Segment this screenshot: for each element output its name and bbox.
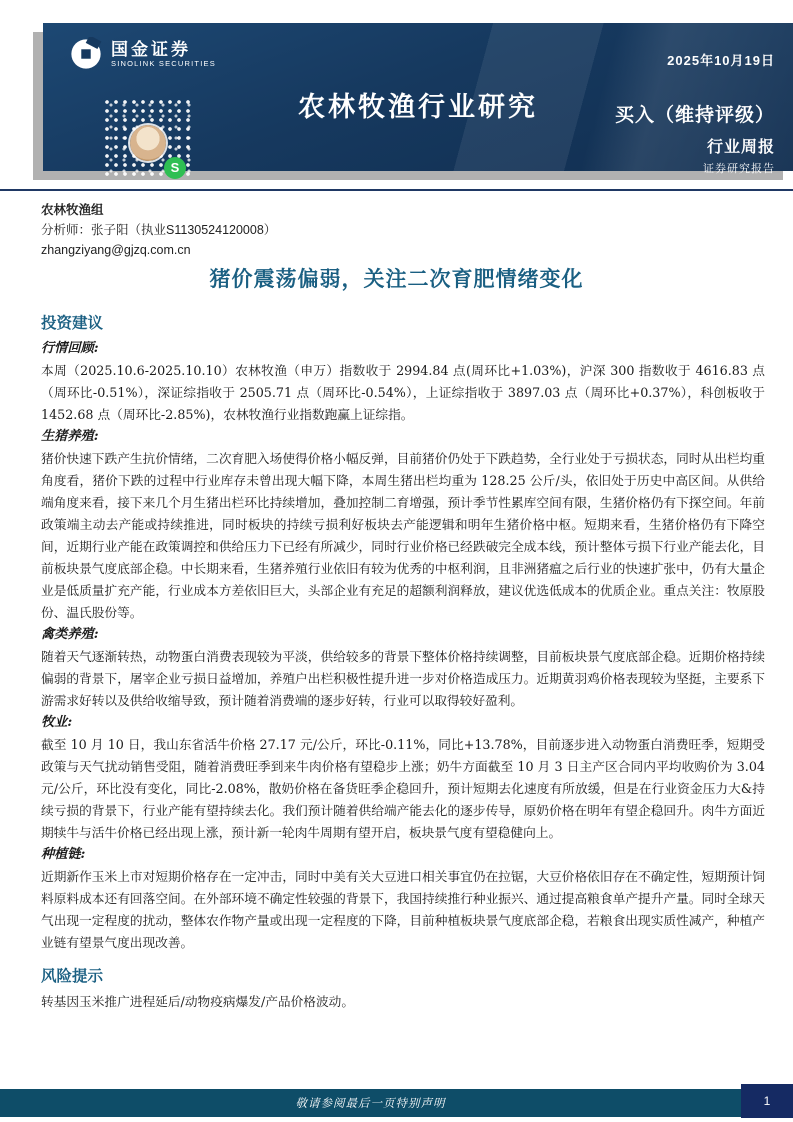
banner-right-column [615, 23, 775, 176]
body-block-animal-husbandry [41, 712, 765, 844]
page-number-badge [741, 1084, 793, 1118]
analyst-team: 农林牧渔组 [41, 203, 104, 217]
analyst-name-line: 分析师：张子阳（执业S1130524120008） [41, 223, 277, 237]
block-text: 猪价快速下跌产生抗价情绪，二次育肥入场使得价格小幅反弹，目前猪价仍处于下跌趋势，全行业处于亏损状态，同时从出栏均重角度看，猪价下跌的过程中行业库存未曾出现大幅下降，本周生猪出栏均重为 128.25 公斤/头，依旧处于历史中高区间。从供给端角度来看，接下来几个月生猪出栏环比持续增加，叠加控制二育增强，预计季节性累库空间有限，生猪价格仍有下探空间。年前政策端主动去产能或持续推进，同时板块的持续亏损利好板块去产能逻辑和明年生猪价格中枢。短期来看，生猪价格仍有下降空间，近期行业产能在政策调控和供给压力下已经有所减少，同时行业价格已经跌破完全成本线，预计整体亏损下行业产能去化，目前板块景气度底部企稳。中长期来看，生猪养殖行业依旧有较为优秀的中枢利润，且非洲猪瘟之后行业的快速扩张中，仍有大量企业是低质量扩充产能，行业成本方差依旧巨大，头部企业有充足的超额利润释放，建议优选低成本的优质企业。重点关注：牧原股份、温氏股份等。 [41, 451, 765, 620]
report-category: 证券研究报告 [703, 163, 775, 175]
page-number: 1 [763, 1094, 771, 1108]
brand-logo [69, 37, 216, 71]
block-label: 禽类养殖: [41, 627, 99, 642]
body-block-market-review [41, 338, 765, 426]
section-heading-risk: 风险提示 [41, 968, 104, 985]
report-type: 行业周报 [706, 139, 775, 156]
qr-center-badge-icon [130, 125, 166, 161]
block-label: 行情回顾: [41, 341, 99, 356]
body-block-hog-farming [41, 426, 765, 624]
brand-name: 国金证券 [111, 40, 191, 59]
footer-disclaimer: 敬请参阅最后一页特别声明 [295, 1096, 446, 1110]
block-text: 近期新作玉米上市对短期价格存在一定冲击，同时中美有关大豆进口相关事宜仍在拉锯，大豆价格依旧存在不确定性，短期预计饲料原料成本还有回落空间。在外部环境不确定性较强的背景下，我国持续推行种业振兴、通过提高粮食单产提升产量。同时全球天气出现一定程度的扰动，整体农作物产量或出现一定程度的下降，目前种植板块景气度底部企稳，若粮食出现实质性减产，种植产业链有望景气度出现改善。 [41, 869, 765, 950]
block-text: 随着天气逐渐转热，动物蛋白消费表现较为平淡，供给较多的背景下整体价格持续调整，目前板块景气度底部企稳。近期价格持续偏弱的背景下，屠宰企业亏损日益增加，养殖户出栏积极性提升进一步对价格造成压力。近期黄羽鸡价格表现较为坚挺，主要系下游需求好转以及供给收缩导致，预计随着消费端的逐步好转，行业可以取得较好盈利。 [41, 649, 765, 708]
report-body [41, 311, 765, 1013]
block-label: 种植链: [41, 847, 86, 862]
sinolink-logo-icon [69, 37, 103, 71]
rating-badge: 买入（维持评级） [614, 105, 775, 126]
wechat-channels-icon: S [164, 157, 186, 179]
brand-subtitle: SINOLINK SECURITIES [111, 59, 216, 68]
report-series-title: 农林牧渔行业研究 [298, 92, 538, 122]
brand-text [111, 40, 216, 68]
analyst-block [41, 200, 276, 260]
block-text: 本周（2025.10.6-2025.10.10）农林牧渔（申万）指数收于 2994.84 点(周环比+1.03%)，沪深 300 指数收于 4616.83 点（周环比-0.51%），深证综指收于 2505.71 点（周环比-0.54%），上证综指收于 3897.03 点（周环比+0.37%），科创板收于 1452.68 点（周环比-2.85%)，农林牧渔行业指数跑赢上证综指。 [41, 363, 765, 422]
header-divider [0, 189, 793, 191]
analyst-email[interactable]: zhangziyang@gjzq.com.cn [41, 243, 191, 257]
block-label: 生猪养殖: [41, 429, 99, 444]
risk-text: 转基因玉米推广进程延后/动物疫病爆发/产品价格波动。 [41, 994, 355, 1009]
section-heading-investment-advice: 投资建议 [41, 315, 104, 332]
block-label: 牧业: [41, 715, 73, 730]
body-block-planting-chain [41, 844, 765, 954]
body-block-poultry-farming [41, 624, 765, 712]
block-text: 截至 10 月 10 日，我山东省活牛价格 27.17 元/公斤，环比-0.11%，同比+13.78%，目前逐步进入动物蛋白消费旺季，短期受政策与天气扰动销售受阻，随着消费旺季到来牛肉价格有望稳步上涨；奶牛方面截至 10 月 3 日主产区合同内平均收购价为 3.04 元/公斤，环比没有变化，同比-2.08%，散奶价格在备货旺季企稳回升，预计短期去化速度有所放缓，但是在行业资金压力大&持续亏损的背景下，行业产能有望持续去化。我们预计随着供给端产能去化的逐步传导，原奶价格在明年有望企稳回升。肉牛方面近期犊牛与活牛价格已经出现上涨，预计新一轮肉牛周期有望开启，板块景气度有望稳健向上。 [41, 737, 765, 840]
page-title: 猪价震荡偏弱，关注二次育肥情绪变化 [209, 268, 584, 291]
header-banner [43, 23, 793, 175]
report-date: 2025年10月19日 [667, 53, 775, 68]
footer-disclaimer-bar [0, 1089, 741, 1117]
